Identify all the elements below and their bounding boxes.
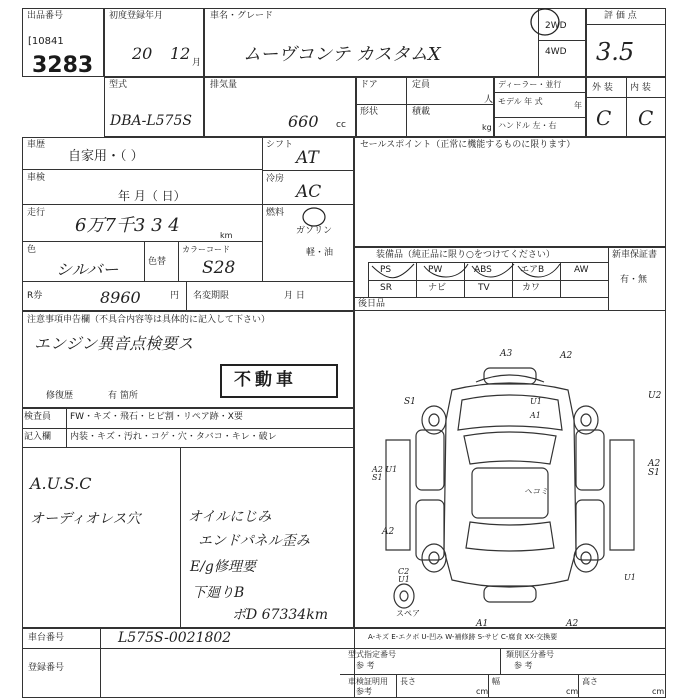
lot-label: 出品番号 [27,11,64,21]
drive-4wd: 4WD [545,47,567,57]
equip-sr: SR [380,283,392,293]
door-vdivider [406,77,407,137]
door-divider [356,104,494,105]
mark-s1-left: S1 [404,397,416,407]
color-code-label: カラーコード [182,245,230,254]
model-label: 型式 [109,80,128,90]
selling-points-label: セールスポイント（正常に機能するものに限ります） [360,140,576,150]
fuel-label: 燃料 [266,208,285,218]
person-unit: 人 [484,95,494,105]
inspector-row-1: FW・キズ・飛石・ヒビ割・リペア跡・X要 [70,412,243,422]
color-value: シルバー [56,260,119,279]
car-name-label: 車名・グレード [210,11,274,21]
chassis-label: 車台番号 [28,633,65,643]
load-label: 積載 [412,107,431,117]
capacity-label: 定員 [412,80,431,90]
handle-divider [494,117,586,118]
note-7: ボD 67334km [232,607,328,623]
mark-a2-u1-s1: A2 U1 S1 [372,465,398,482]
name-limit-label: 名変期限 [193,291,230,301]
shift-label: シフト [266,140,294,150]
equip-navi: ナビ [428,283,447,293]
mark-c2-u1: C2 U1 [398,567,410,584]
int-ext-vdivider [626,77,627,137]
aircon-label: 冷房 [266,174,285,184]
car-name: ムーヴコンテ カスタムX [243,44,441,65]
door-label: ドア [360,80,378,90]
drive-2wd: 2WD [545,21,567,31]
note-5: E/g修理要 [190,559,256,575]
kg-unit: kg [482,123,492,132]
mark-a2-s1-right: A2 S1 [648,459,661,478]
mileage-value: 6万7千3 3 4 [75,215,180,236]
handle-label: ハンドル 左・右 [498,121,557,130]
first-reg-label: 初度登録年月 [109,11,164,21]
int-value: C [638,106,654,130]
km-unit: km [220,231,233,240]
ext-value: C [596,106,612,130]
name-limit-value: 月 日 [284,291,305,301]
grade-value: 3.5 [596,38,635,66]
month-unit: 月 [192,58,202,68]
repair-value: 有 箇所 [108,391,138,401]
equip-abs: ABS [474,265,492,275]
equip-pw: PW [428,265,443,275]
legend: A-キズ E-エクボ U-凹み W-補修跡 S-サビ C-腐食 XX-交換要 [368,633,558,641]
shift-value: AT [296,148,319,168]
fuel-circle-icon [300,205,328,229]
equip-circles-icon [368,260,568,284]
spare-label: スペア [396,609,420,618]
cert-label: 車検証明用 [348,677,388,686]
mark-a2-top: A2 [560,351,573,361]
cc-unit: cc [336,120,346,130]
caution-text: エンジン異音点検要ス [34,334,194,353]
note-4: エンドパネル歪み [198,533,310,549]
model-value: DBA-L575S [110,113,192,129]
inspector-row-2: 内装・キズ・汚れ・コゲ・穴・タバコ・キレ・破レ [70,432,277,442]
color-code-value: S28 [202,258,236,278]
stamp-text: 不動車 [234,370,297,390]
int-label: 内 装 [630,83,651,93]
len-label: 長さ [400,677,416,686]
len-unit: cm [476,687,489,696]
equip-aw: AW [574,265,589,275]
model-year-label: モデル 年 式 [498,97,543,106]
equipment-label: 装備品（純正品に限り○をつけてください） [376,250,555,260]
displacement-label: 排気量 [210,80,238,90]
form-sub: 参 考 [356,661,375,670]
note-1: A.U.S.C [30,474,92,493]
inspector-label-2: 記入欄 [24,432,52,442]
width-unit: cm [566,687,579,696]
equip-tv: TV [478,283,490,293]
mark-a2-bottom: A2 [566,619,579,629]
car-diagram [356,340,664,630]
equip-airbag: エアB [520,265,545,275]
note-6: 下廻りB [192,585,245,601]
mark-a3: A3 [500,349,513,359]
note-2: オーディオレス穴 [30,511,141,527]
cert-sub: 参考 [356,687,372,696]
recycle-value: 8960 [100,288,141,307]
chassis-value: L575S-0021802 [118,630,232,646]
grade-divider [586,24,666,25]
width-label: 幅 [492,677,500,686]
mark-a2-left: A2 [382,527,395,537]
aircon-value: AC [296,182,322,202]
warranty-label: 新車保証書 [612,250,658,260]
shaken-label: 車検 [27,173,46,183]
equip-leather: カワ [522,283,541,293]
mileage-label: 走行 [27,208,46,218]
equip-ps: PS [380,265,392,275]
repair-label: 修復歴 [46,391,74,401]
mark-a1-top: A1 [530,411,541,420]
color-no-label: 色替 [148,257,167,267]
note-3: オイルにじみ [188,509,272,525]
usage-value: 自家用・（ ） [68,149,144,164]
usage-label: 車歴 [27,140,46,150]
mark-u1-top: U1 [530,397,542,406]
fuel-light: 軽・油 [306,248,334,258]
reg-label: 登録番号 [28,663,65,673]
class-label: 類別区分番号 [506,650,554,659]
grade-label: 評 価 点 [604,11,637,21]
dealer-label: ディーラー・並行 [498,80,562,89]
height-label: 高さ [582,677,598,686]
selling-points-box [354,137,666,247]
ext-label: 外 装 [592,83,613,93]
inspector-label-1: 検査員 [24,412,52,422]
caution-label: 注意事項申告欄（不具合内容等は具体的に記入して下さい） [27,315,271,325]
mark-u1-right: U1 [624,573,636,582]
color-label: 色 [27,245,37,255]
bracket-number: [10841 [28,36,64,47]
warranty-value: 有・無 [620,275,648,285]
displacement-value: 660 [288,112,319,131]
height-unit: cm [652,687,665,696]
first-reg-month: 12 [170,44,191,63]
mark-dent: ヘコミ [524,487,548,496]
first-reg-year: 20 [132,44,153,63]
yen-unit: 円 [170,291,180,301]
year-unit: 年 [574,101,582,110]
shape-label: 形状 [360,107,379,117]
shaken-value: 年 月（ 日） [118,189,186,203]
class-sub: 参 考 [514,661,533,670]
lot-number: 3283 [32,53,94,78]
drive-divider [538,40,586,41]
fuel-gas: ガソリン [296,226,333,236]
dealer-divider [494,92,586,93]
form-label: 型式指定番号 [348,650,396,659]
mark-u2-right: U2 [648,391,662,401]
drive-circle-icon [528,4,562,38]
rear-seat-label: 後日品 [358,299,386,309]
mark-a1-bottom: A1 [476,619,489,629]
recycle-label: R券 [27,291,43,301]
